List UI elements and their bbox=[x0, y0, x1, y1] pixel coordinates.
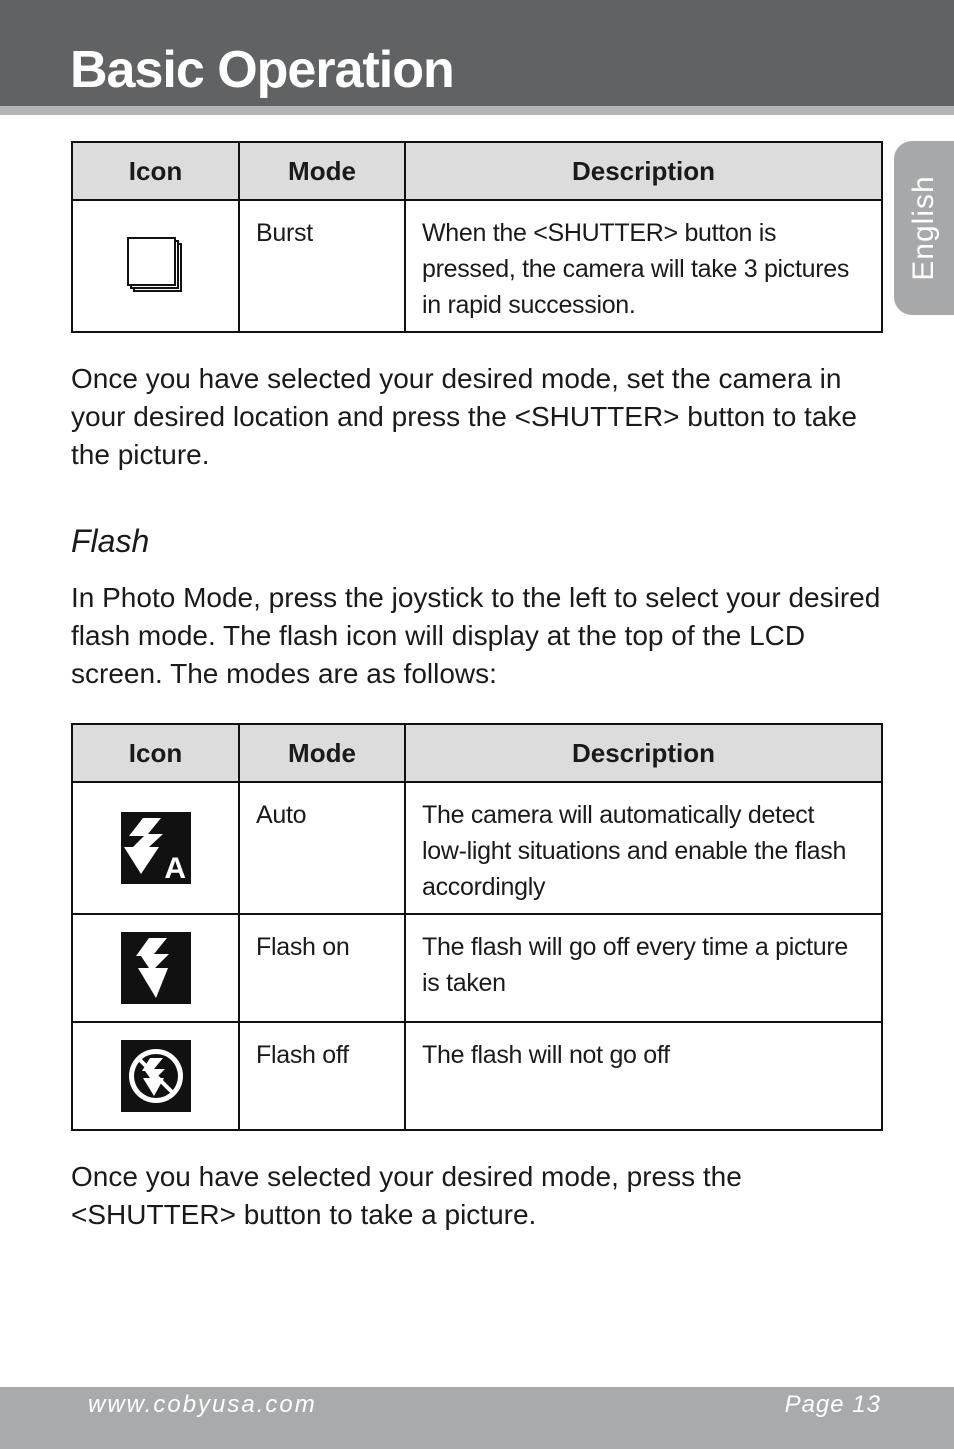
table-row bbox=[72, 782, 882, 914]
header-stripe bbox=[0, 106, 954, 115]
burst-icon bbox=[127, 237, 185, 295]
flash-intro: In Photo Mode, press the joystick to the left to select your desired flash mode. The flash icon will display at the top of the LCD screen. The modes are as follows: bbox=[71, 582, 881, 689]
table-row bbox=[72, 1022, 882, 1130]
flash-mode-table bbox=[71, 723, 883, 1131]
page-number: Page 13 bbox=[784, 1391, 881, 1418]
column-header-description: Description bbox=[405, 142, 882, 200]
page-title: Basic Operation bbox=[70, 41, 454, 99]
column-header-mode: Mode bbox=[239, 142, 405, 200]
icon-cell bbox=[72, 914, 239, 1022]
table-row bbox=[72, 914, 882, 1022]
flash-auto-badge: A bbox=[163, 852, 186, 884]
column-header-icon: Icon bbox=[72, 724, 239, 782]
icon-cell bbox=[72, 1022, 239, 1130]
section-heading-flash: Flash bbox=[71, 523, 150, 559]
mode-name: Flash on bbox=[239, 914, 405, 1022]
flash-off-icon bbox=[121, 1040, 191, 1112]
column-header-icon: Icon bbox=[72, 142, 239, 200]
mode-description: The camera will automatically detect low-light situations and enable the flash accordingly bbox=[405, 782, 882, 914]
table-header-row bbox=[72, 142, 882, 200]
flash-instructions: Once you have selected your desired mode, press the <SHUTTER> button to take a picture. bbox=[71, 1161, 742, 1230]
icon-cell bbox=[72, 200, 239, 332]
language-tab bbox=[894, 141, 954, 315]
burst-mode-table bbox=[71, 141, 883, 333]
table-header-row bbox=[72, 724, 882, 782]
mode-name: Flash off bbox=[239, 1022, 405, 1130]
column-header-description: Description bbox=[405, 724, 882, 782]
table-row bbox=[72, 200, 882, 332]
burst-instructions: Once you have selected your desired mode, set the camera in your desired location and press the <SHUTTER> button to take the picture. bbox=[71, 363, 857, 470]
flash-on-icon bbox=[121, 932, 191, 1004]
footer-url: www.cobyusa.com bbox=[88, 1391, 317, 1418]
mode-description: When the <SHUTTER> button is pressed, the camera will take 3 pictures in rapid succession. bbox=[405, 200, 882, 332]
column-header-mode: Mode bbox=[239, 724, 405, 782]
mode-name: Auto bbox=[239, 782, 405, 914]
icon-cell bbox=[72, 782, 239, 914]
mode-description: The flash will go off every time a picture is taken bbox=[405, 914, 882, 1022]
flash-auto-icon bbox=[121, 812, 191, 884]
mode-description: The flash will not go off bbox=[405, 1022, 882, 1130]
mode-name: Burst bbox=[239, 200, 405, 332]
language-tab-label: English bbox=[907, 175, 940, 281]
